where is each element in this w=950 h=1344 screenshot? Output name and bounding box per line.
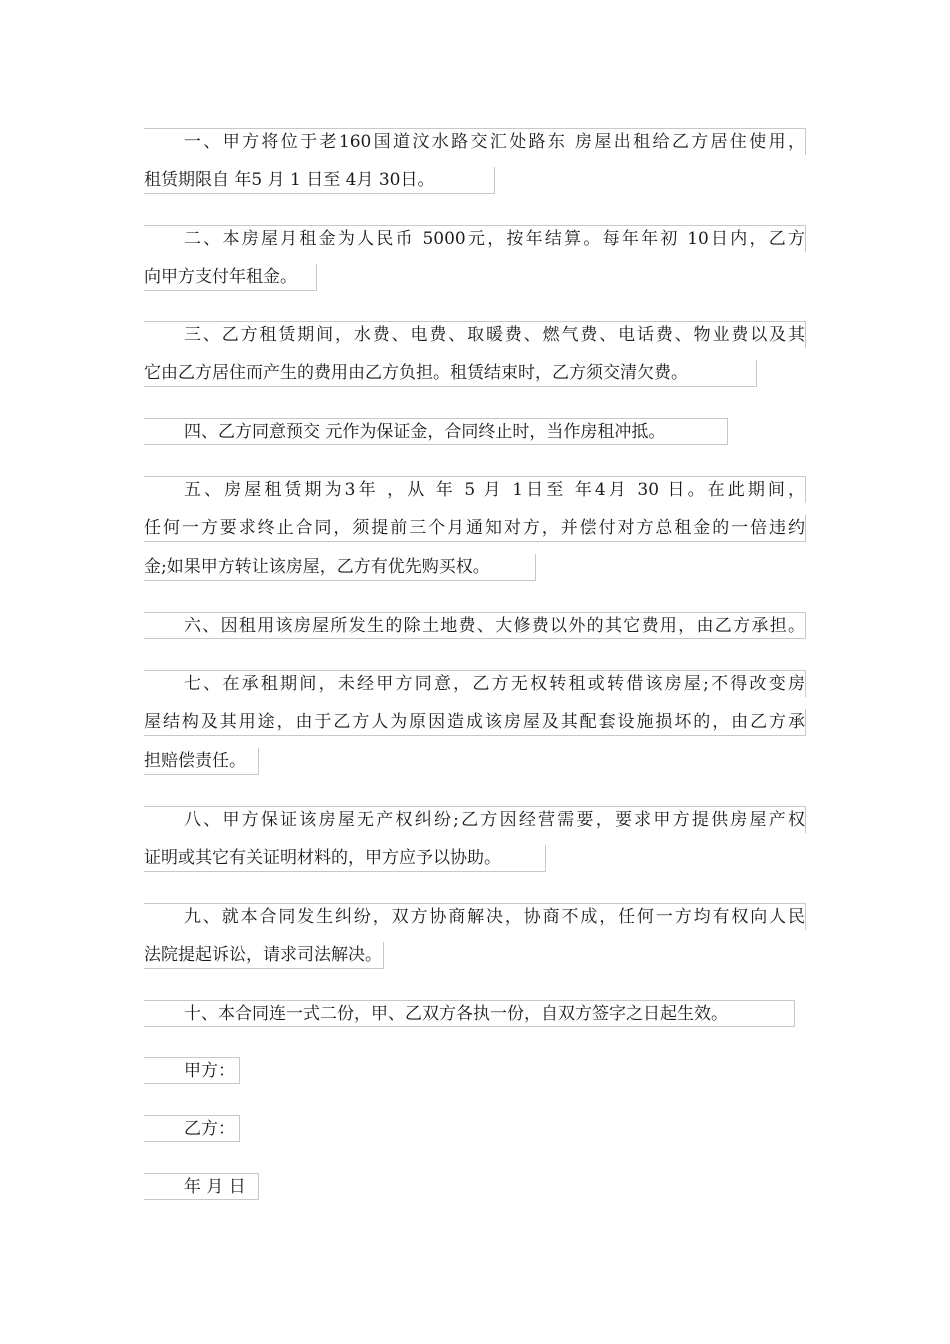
clause-7-line-2: 屋结构及其用途，由于乙方人为原因造成该房屋及其配套设施损坏的，由乙方承: [144, 709, 806, 736]
clause-8-line-2: 证明或其它有关证明材料的，甲方应予以协助。: [144, 845, 546, 872]
clause-5-line-3: 金;如果甲方转让该房屋，乙方有优先购买权。: [144, 554, 536, 581]
clause-3-line-2: 它由乙方居住而产生的费用由乙方负担。租赁结束时，乙方须交清欠费。: [144, 360, 757, 387]
signature-date: 年 月 日: [144, 1173, 259, 1200]
clause-7-line-1: 七、在承租期间，未经甲方同意，乙方无权转租或转借该房屋;不得改变房: [144, 670, 806, 697]
clause-2-line-2: 向甲方支付年租金。: [144, 264, 317, 291]
clause-5-line-2: 任何一方要求终止合同，须提前三个月通知对方，并偿付对方总租金的一倍违约: [144, 515, 806, 542]
clause-2-line-1: 二、本房屋月租金为人民币 5000元，按年结算。每年年初 10日内，乙方: [144, 225, 806, 252]
clause-1-line-1: 一、甲方将位于老160国道汶水路交汇处路东 房屋出租给乙方居住使用，: [144, 128, 806, 155]
clause-5-line-1: 五、房屋租赁期为3年 ，从 年 5 月 1日至 年4月 30 日。在此期间，: [144, 476, 806, 503]
clause-9-line-2: 法院提起诉讼，请求司法解决。: [144, 942, 384, 969]
party-b-signature: 乙方：: [144, 1115, 240, 1142]
clause-8-line-1: 八、甲方保证该房屋无产权纠纷;乙方因经营需要，要求甲方提供房屋产权: [144, 806, 806, 833]
clause-10-line-1: 十、本合同连一式二份，甲、乙双方各执一份，自双方签字之日起生效。: [144, 1000, 795, 1027]
party-a-signature: 甲方：: [144, 1057, 240, 1084]
clause-9-line-1: 九、就本合同发生纠纷，双方协商解决，协商不成，任何一方均有权向人民: [144, 903, 806, 930]
clause-1-line-2: 租赁期限自 年5 月 1 日至 4月 30日。: [144, 167, 495, 194]
clause-7-line-3: 担赔偿责任。: [144, 748, 259, 775]
clause-6-line-1: 六、因租用该房屋所发生的除土地费、大修费以外的其它费用，由乙方承担。: [144, 612, 806, 639]
clause-4-line-1: 四、乙方同意预交 元作为保证金，合同终止时，当作房租冲抵。: [144, 418, 728, 445]
clause-3-line-1: 三、乙方租赁期间，水费、电费、取暖费、燃气费、电话费、物业费以及其: [144, 321, 806, 348]
